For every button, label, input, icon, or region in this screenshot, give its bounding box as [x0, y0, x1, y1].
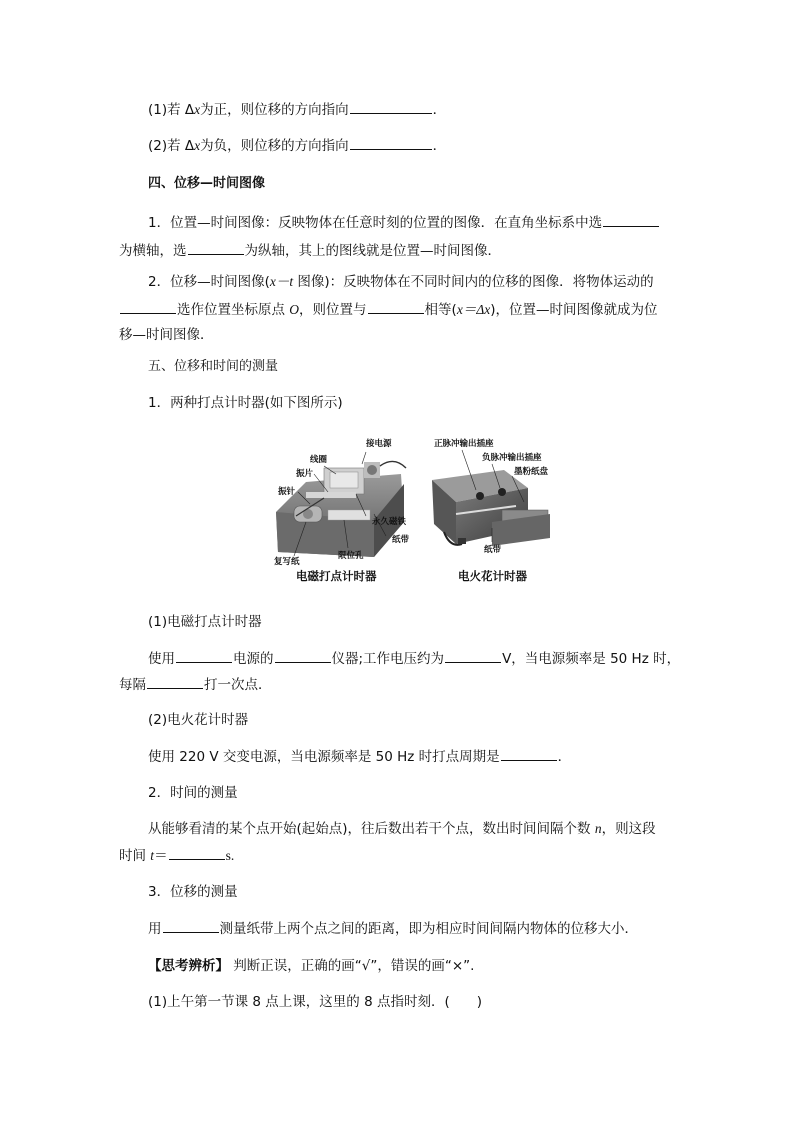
thinking-question-1: (1)上午第一节课 8 点上课，这里的 8 点指时刻．( ): [148, 994, 482, 1010]
label-coil: 线圈: [310, 455, 328, 465]
label-vibrator: 振片: [296, 469, 314, 479]
answer-blank[interactable]: [169, 845, 225, 860]
label-power: 接电源: [366, 439, 392, 449]
time-measure-line2: 时间 t＝ s.: [119, 845, 234, 866]
label-tape-left: 纸带: [392, 535, 410, 545]
answer-blank[interactable]: [603, 212, 659, 227]
answer-blank[interactable]: [501, 746, 557, 761]
spark-timer-line: 使用 220 V 交变电源，当电源频率是 50 Hz 时打点周期是 ．: [148, 746, 571, 767]
section4-item1-line1: 1．位置—时间图像：反映物体在任意时刻的位置的图像．在直角坐标系中选: [148, 212, 660, 233]
spark-timer-title: (2)电火花计时器: [148, 712, 249, 728]
answer-blank[interactable]: [368, 299, 424, 314]
answer-blank[interactable]: [275, 648, 331, 663]
thinking-tag: 【思考辨析】: [148, 958, 229, 974]
answer-blank[interactable]: [350, 99, 432, 114]
section4-item2-line3: 移—时间图像．: [119, 327, 214, 343]
section4-item2-line1: 2．位移—时间图像(x－t 图像)：反映物体在不同时间内的位移的图像．将物体运动的: [148, 274, 654, 290]
label-neg-socket: 负脉冲输出插座: [482, 453, 542, 463]
em-timer-title: (1)电磁打点计时器: [148, 614, 262, 630]
answer-blank[interactable]: [188, 240, 244, 255]
timers-illustration: [266, 432, 556, 582]
section4-heading: 四、位移—时间图像: [148, 176, 266, 191]
direction-question-2: (2)若 Δx为负，则位移的方向指向 ．: [148, 135, 446, 156]
disp-measure-title: 3．位移的测量: [148, 884, 238, 900]
em-timer-line1: 使用 电源的 仪器;工作电压约为 V，当电源频率是 50 Hz 时，: [148, 648, 680, 669]
label-magnet: 永久磁铁: [372, 517, 407, 527]
spark-timer-drawing: [432, 470, 550, 546]
answer-blank[interactable]: [147, 674, 203, 689]
answer-blank[interactable]: [163, 918, 219, 933]
label-hole: 限位孔: [338, 551, 364, 561]
caption-spark-timer: 电火花计时器: [458, 569, 527, 583]
answer-blank[interactable]: [120, 299, 176, 314]
time-measure-title: 2．时间的测量: [148, 785, 238, 801]
section4-item2-line2: 选作位置坐标原点 O，则位置与 相等(x＝Δx)，位置—时间图像就成为位: [119, 299, 658, 320]
section5-item1-title: 1．两种打点计时器(如下图所示): [148, 395, 343, 411]
label-tape-right: 纸带: [484, 545, 502, 555]
em-timer-line2: 每隔 打一次点．: [119, 674, 272, 695]
caption-em-timer: 电磁打点计时器: [296, 569, 377, 583]
section4-item1-line2: 为横轴，选 为纵轴，其上的图线就是位置—时间图像．: [119, 240, 501, 261]
label-carbon: 复写纸: [274, 557, 300, 567]
label-ink-disc: 墨粉纸盘: [514, 467, 549, 477]
timers-figure: [266, 432, 556, 582]
answer-blank[interactable]: [176, 648, 232, 663]
section5-heading: 五、位移和时间的测量: [148, 359, 279, 374]
label-pos-socket: 正脉冲输出插座: [434, 439, 494, 449]
disp-measure-line: 用 测量纸带上两个点之间的距离，即为相应时间间隔内物体的位移大小．: [148, 918, 638, 939]
thinking-intro: 【思考辨析】 判断正误，正确的画“√”，错误的画“×”.: [148, 958, 475, 974]
label-needle: 振针: [278, 487, 296, 497]
time-measure-line1: 从能够看清的某个点开始(起始点)，往后数出若干个点，数出时间间隔个数 n，则这段: [148, 821, 656, 837]
direction-question-1: (1)若 Δx为正，则位移的方向指向 ．: [148, 99, 446, 120]
answer-blank[interactable]: [445, 648, 501, 663]
answer-blank[interactable]: [350, 135, 432, 150]
